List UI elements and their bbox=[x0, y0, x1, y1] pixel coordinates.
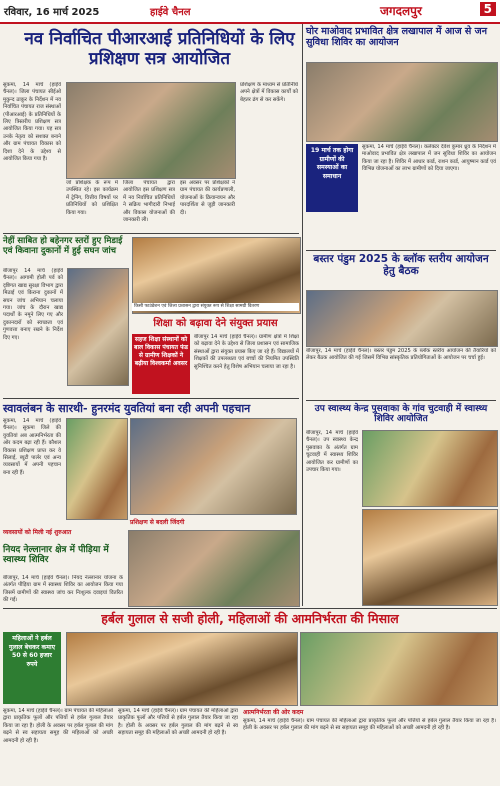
lead-col2: जो प्रशिक्षक के रूप में उपस्थित रहे। इस कार्यक्रम में ट्रेनिंग, वित्तीय विषयों पर प्रतिनिधियों को प्रशिक्षित किया गया। bbox=[66, 180, 118, 216]
story4-photo-1 bbox=[66, 418, 128, 520]
right3-photo bbox=[362, 430, 498, 507]
bottom-photo-2 bbox=[300, 632, 498, 706]
right3-text: बीजापुर, 14 मार्च (हाईवे चैनल)। उप स्वास्थ्य केन्द्र पुसवाका के अंतर्गत ग्राम चुटवाही में स्वास्थ्य शिविर आयोजित कर ग्रामीणों का उपचार किया गया। bbox=[306, 430, 358, 474]
divider bbox=[306, 250, 496, 251]
bottom-box: महिलाओं ने हर्बल गुलाल बेचकर कमाए 50 से 60 हजार रुपये bbox=[3, 632, 61, 704]
story3-box: सहज शिक्षा संस्थानों को बाल विकास पंचायत फंड से ग्रामीण शिक्षकों ने बढ़ीया विश्वकर्मा अवसर bbox=[132, 334, 190, 394]
lead-col3: जिला पंचायत द्वारा आयोजित इस प्रशिक्षण सत्र में नव निर्वाचित प्रतिनिधियों ने सक्रिय भागीदारी निभाई और विकास योजनाओं की जानकारी ली। bbox=[123, 180, 175, 224]
column-rule bbox=[302, 24, 303, 606]
story2-photo bbox=[67, 268, 129, 386]
right1-photo bbox=[306, 62, 498, 142]
right3-headline: उप स्वास्थ्य केन्द्र पुसवाका के गांव चुटवाही में स्वास्थ्य शिविर आयोजित bbox=[314, 404, 488, 425]
divider bbox=[3, 233, 299, 234]
lead-col5: प्रशिक्षण के माध्यम से प्रतिनिधि अपने क्षेत्रों में विकास कार्यों को बेहतर ढंग से कर सकेंगे। bbox=[240, 82, 298, 103]
bottom-photo-1 bbox=[66, 632, 298, 706]
right1-headline: घोर माओवाद प्रभावित क्षेत्र लखापाल में आज से जन सुविधा शिविर का आयोजन bbox=[306, 26, 487, 48]
lead-headline: नव निर्वाचित पीआरआई प्रतिनिधियों के लिए प्रशिक्षण सत्र आयोजित bbox=[24, 29, 295, 69]
masthead-paper: हाईवे चैनल bbox=[150, 7, 191, 18]
bottom-subhead: आत्मनिर्भरता की ओर कदम bbox=[243, 709, 304, 716]
story3-caption: किसी फाउंडेशन एवं जिला प्रशासन द्वारा संयुक्त रूप से शिक्षा सामग्री वितरण bbox=[132, 303, 299, 311]
bottom-text-2: सुकमा, 14 मार्च (हाईवे चैनल)। ग्राम पंचायत की महिलाओं द्वारा प्राकृतिक फूलों और पत्तियों से हर्बल गुलाल तैयार किया जा रहा है। होली के अवसर पर हर्बल गुलाल की मांग बढ़ने से स्व सहायता समूह की महिलाओं को अच्छी आमदनी हो रही है। bbox=[118, 708, 238, 737]
masthead bbox=[0, 0, 500, 24]
story3-text: बीजापुर 14 मार्च (हाईवे चैनल)। ग्रामीण क्षेत्रों में शिक्षा को बढ़ावा देने के उद्देश्य से जिला प्रशासन एवं सामाजिक संस्थाओं द्वारा संयुक्त प्रयास किए जा रहे हैं। विद्यालयों में शिक्षकों की उपलब्धता एवं बच्चों की नियमित उपस्थिति सुनिश्चित करने हेतु विशेष अभियान चलाया जा रहा है। bbox=[194, 334, 299, 370]
page-number: 5 bbox=[480, 2, 496, 16]
story5-photo bbox=[128, 530, 300, 607]
story5-headline: नियद नेल्लानार क्षेत्र में पीड़िया में स्वास्थ्य शिविर bbox=[3, 545, 109, 566]
right3-photo-2 bbox=[362, 509, 498, 606]
divider bbox=[3, 398, 299, 399]
bottom-text-3: सुकमा, 14 मार्च (हाईवे चैनल)। ग्राम पंचायत की महिलाओं द्वारा प्राकृतिक फूलों और पत्तियों से हर्बल गुलाल तैयार किया जा रहा है। होली के अवसर पर हर्बल गुलाल की मांग बढ़ने से स्व सहायता समूह की महिलाओं को अच्छी आमदनी हो रही है। bbox=[243, 718, 496, 732]
story4-text: सुकमा, 14 मार्च (हाईवे चैनल)। सुकमा जिले की युवतियां अब आत्मनिर्भरता की ओर कदम बढ़ा रही हैं। कौशल विकास प्रशिक्षण प्राप्त कर वे सिलाई, ब्यूटी पार्लर एवं अन्य व्यवसायों में अपनी पहचान बना रही हैं। bbox=[3, 418, 61, 476]
divider bbox=[306, 400, 496, 401]
bottom-text: सुकमा, 14 मार्च (हाईवे चैनल)। ग्राम पंचायत की महिलाओं द्वारा प्राकृतिक फूलों और पत्तियों से हर्बल गुलाल तैयार किया जा रहा है। होली के अवसर पर हर्बल गुलाल की मांग बढ़ने से स्व सहायता समूह की महिलाओं को अच्छी आमदनी हो रही है। bbox=[3, 708, 113, 744]
story4-photo-2 bbox=[130, 418, 297, 515]
lead-col1: सुकमा, 14 मार्च (हाईवे चैनल)। जिला पंचायत सीईओ मुकुन्द ठाकुर के निर्देशन में नव निर्वाचित पंचायत राज संस्थाओं (पीआरआई) के प्रतिनिधियों के लिए त्रिस्तरीय प्रशिक्षण सत्र आयोजित किया गया। यह सत्र उनके नेतृत्व को सशक्त बनाने और ग्राम पंचायत विकास को दिशा देने के उद्देश्य से आयोजित किया गया है। bbox=[3, 82, 61, 163]
story5-text: बीजापुर, 14 मार्च (हाईवे चैनल)। नियद नेल्लानार योजना के अंतर्गत पीड़िया ग्राम में स्वास्थ्य शिविर का आयोजन किया गया जिसमें ग्रामीणों की स्वास्थ्य जांच कर निःशुल्क दवाइयां वितरित की गईं। bbox=[3, 575, 123, 604]
story4-subhead2: प्रशिक्षण से बदली जिंदगी bbox=[130, 519, 185, 526]
right2-photo bbox=[306, 290, 498, 347]
right1-box: 19 मार्च तक होगा ग्रामीणों की समस्याओं का समाधान bbox=[306, 144, 358, 212]
story4-subhead: व्यवसायों को मिली नई शुरुआत bbox=[3, 529, 72, 536]
bottom-headline: हर्बल गुलाल से सजी होली, महिलाओं की आमनिर्भरता की मिसाल bbox=[101, 611, 399, 626]
lead-col4: इस अवसर पर प्रशिक्षकों ने ग्राम पंचायत की कार्यप्रणाली, योजनाओं के क्रियान्वयन और पारदर्शिता से जुड़ी जानकारी दी। bbox=[180, 180, 235, 216]
divider bbox=[3, 608, 497, 609]
story2-headline: नेहीं साबित हो बहेनगर स्तरों हुए मिडाई एवं किवाना दुकानों में हुई सघन जांच bbox=[3, 236, 123, 256]
right2-headline: बस्तर पंडुम 2025 के ब्लॉक स्तरीय आयोजन हेतु बैठक bbox=[313, 253, 489, 278]
masthead-date: रविवार, 16 मार्च 2025 bbox=[4, 7, 100, 18]
story4-headline: स्वावलंबन के सारथी- हुनरमंद युवतियां बना रही अपनी पहचान bbox=[3, 402, 251, 415]
story3-headline: शिक्षा को बढ़ावा देने संयुक्त प्रयास bbox=[153, 318, 278, 329]
right1-text: सुकमा, 14 मार्च (हाईवे चैनल)। कलेक्टर देवेश कुमार ध्रुव के निर्देशन में माओवाद प्रभावित क्षेत्र लखापाल में जन सुविधा शिविर का आयोजन किया जा रहा है। शिविर में आधार कार्ड, राशन कार्ड, आयुष्मान कार्ड एवं विभिन्न योजनाओं का लाभ ग्रामीणों को दिया जाएगा। bbox=[362, 144, 496, 173]
masthead-city: जगदलपुर bbox=[380, 4, 422, 18]
right2-text: बीजापुर, 14 मार्च (हाईवे चैनल)। बस्तर पंडुम 2025 के ब्लॉक स्तरीय आयोजन की तैयारियों को लेकर बैठक आयोजित की गई जिसमें विभिन्न सांस्कृतिक प्रतियोगिताओं के आयोजन पर चर्चा हुई। bbox=[306, 348, 496, 362]
story2-text: बीजापुर 14 मार्च (हाईवे चैनल)। आगामी होली पर्व को दृष्टिगत खाद्य सुरक्षा विभाग द्वारा मिठाई एवं किराना दुकानों में सघन जांच अभियान चलाया गया। जांच के दौरान खाद्य पदार्थों के नमूने लिए गए और दुकानदारों को स्वच्छता एवं गुणवत्ता बनाए रखने के निर्देश दिए गए। bbox=[3, 268, 63, 341]
lead-photo bbox=[66, 82, 236, 179]
